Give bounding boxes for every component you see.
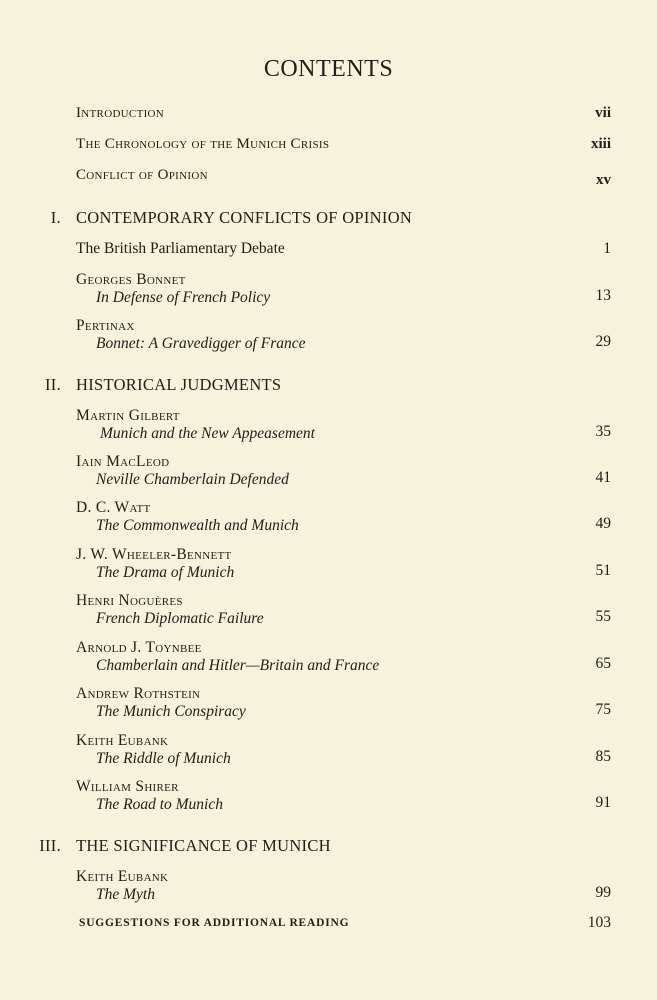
toc-entry-author: Arnold J. Toynbee bbox=[76, 639, 202, 656]
toc-entry-title: French Diplomatic Failure bbox=[96, 610, 264, 627]
toc-entry-label: Introduction bbox=[76, 105, 165, 121]
toc-entry-author: Georges Bonnet bbox=[76, 271, 186, 288]
part-number: III. bbox=[39, 836, 61, 855]
toc-entry[interactable] bbox=[76, 546, 611, 582]
toc-entry[interactable] bbox=[76, 592, 611, 628]
toc-entry-label: Conflict of Opinion bbox=[76, 167, 208, 183]
toc-page-number: 49 bbox=[595, 515, 611, 532]
toc-entry[interactable] bbox=[76, 317, 611, 353]
toc-suggestions-entry[interactable] bbox=[79, 914, 611, 931]
toc-entry-title: The Commonwealth and Munich bbox=[96, 517, 299, 534]
toc-entry[interactable] bbox=[76, 240, 611, 258]
toc-page-number: xv bbox=[596, 172, 611, 188]
toc-entry[interactable] bbox=[76, 499, 611, 535]
toc-page-number: 13 bbox=[595, 287, 611, 304]
toc-page-number: xiii bbox=[590, 136, 611, 152]
toc-page-number: 75 bbox=[595, 701, 611, 718]
toc-entry-author: Andrew Rothstein bbox=[76, 685, 201, 702]
part-title: CONTEMPORARY CONFLICTS OF OPINION bbox=[76, 208, 413, 227]
toc-page-number: 55 bbox=[595, 608, 611, 625]
toc-entry-author: Pertinax bbox=[76, 317, 135, 334]
toc-page-number: 29 bbox=[595, 333, 611, 350]
part-number: II. bbox=[44, 375, 61, 394]
toc-entry-author: J. W. Wheeler-Bennett bbox=[76, 546, 232, 563]
toc-page-number: 99 bbox=[595, 884, 611, 901]
toc-page-number: 41 bbox=[595, 469, 611, 486]
toc-front-entry[interactable] bbox=[76, 166, 611, 188]
toc-entry-author: William Shirer bbox=[76, 778, 179, 795]
toc-entry-author: Henri Noguères bbox=[76, 592, 183, 609]
page-title: CONTENTS bbox=[263, 56, 394, 82]
toc-entry[interactable] bbox=[76, 778, 611, 814]
toc-entry[interactable] bbox=[76, 868, 611, 904]
toc-entry[interactable] bbox=[76, 732, 611, 768]
toc-entry-title: Bonnet: A Gravedigger of France bbox=[96, 335, 306, 352]
toc-entry-title: The Myth bbox=[96, 886, 155, 903]
toc-front-entry[interactable] bbox=[76, 135, 611, 153]
part-title: HISTORICAL JUDGMENTS bbox=[76, 375, 282, 394]
toc-page-number: vii bbox=[595, 105, 611, 121]
toc-page-number: 85 bbox=[595, 748, 611, 765]
toc-entry-title: Munich and the New Appeasement bbox=[100, 425, 315, 442]
toc-entry-title: The Road to Munich bbox=[96, 796, 223, 813]
toc-entry[interactable] bbox=[76, 271, 611, 307]
toc-page-number: 103 bbox=[587, 914, 611, 931]
toc-entry-title: Chamberlain and Hitler—Britain and France bbox=[96, 657, 380, 674]
toc-entry-title: The Drama of Munich bbox=[96, 564, 235, 581]
toc-entry[interactable] bbox=[76, 453, 611, 489]
toc-entry[interactable] bbox=[76, 407, 611, 443]
toc-page-number: 91 bbox=[595, 794, 611, 811]
toc-entry-title: In Defense of French Policy bbox=[96, 289, 271, 306]
toc-entry[interactable] bbox=[76, 685, 611, 721]
toc-entry-author: Martin Gilbert bbox=[76, 407, 180, 424]
part-title: THE SIGNIFICANCE OF MUNICH bbox=[76, 836, 331, 855]
part-number: I. bbox=[50, 208, 61, 227]
toc-front-entry[interactable] bbox=[76, 104, 611, 122]
toc-entry-label: SUGGESTIONS FOR ADDITIONAL READING bbox=[79, 917, 350, 929]
toc-page-number: 35 bbox=[595, 423, 611, 440]
toc-entry-author: Iain MacLeod bbox=[76, 453, 170, 470]
toc-entry-title: Neville Chamberlain Defended bbox=[96, 471, 289, 488]
toc-entry[interactable] bbox=[76, 639, 611, 675]
toc-entry-author: Keith Eubank bbox=[76, 732, 169, 749]
toc-page-number: 1 bbox=[603, 240, 611, 257]
toc-page-number: 51 bbox=[595, 562, 611, 579]
toc-entry-author: D. C. Watt bbox=[76, 499, 151, 516]
toc-entry-title: The Munich Conspiracy bbox=[96, 703, 246, 720]
toc-entry-author: Keith Eubank bbox=[76, 868, 169, 885]
toc-page-number: 65 bbox=[595, 655, 611, 672]
toc-entry-title: The Riddle of Munich bbox=[96, 750, 231, 767]
toc-entry-title: The British Parliamentary Debate bbox=[76, 240, 285, 257]
toc-entry-label: The Chronology of the Munich Crisis bbox=[76, 136, 330, 152]
